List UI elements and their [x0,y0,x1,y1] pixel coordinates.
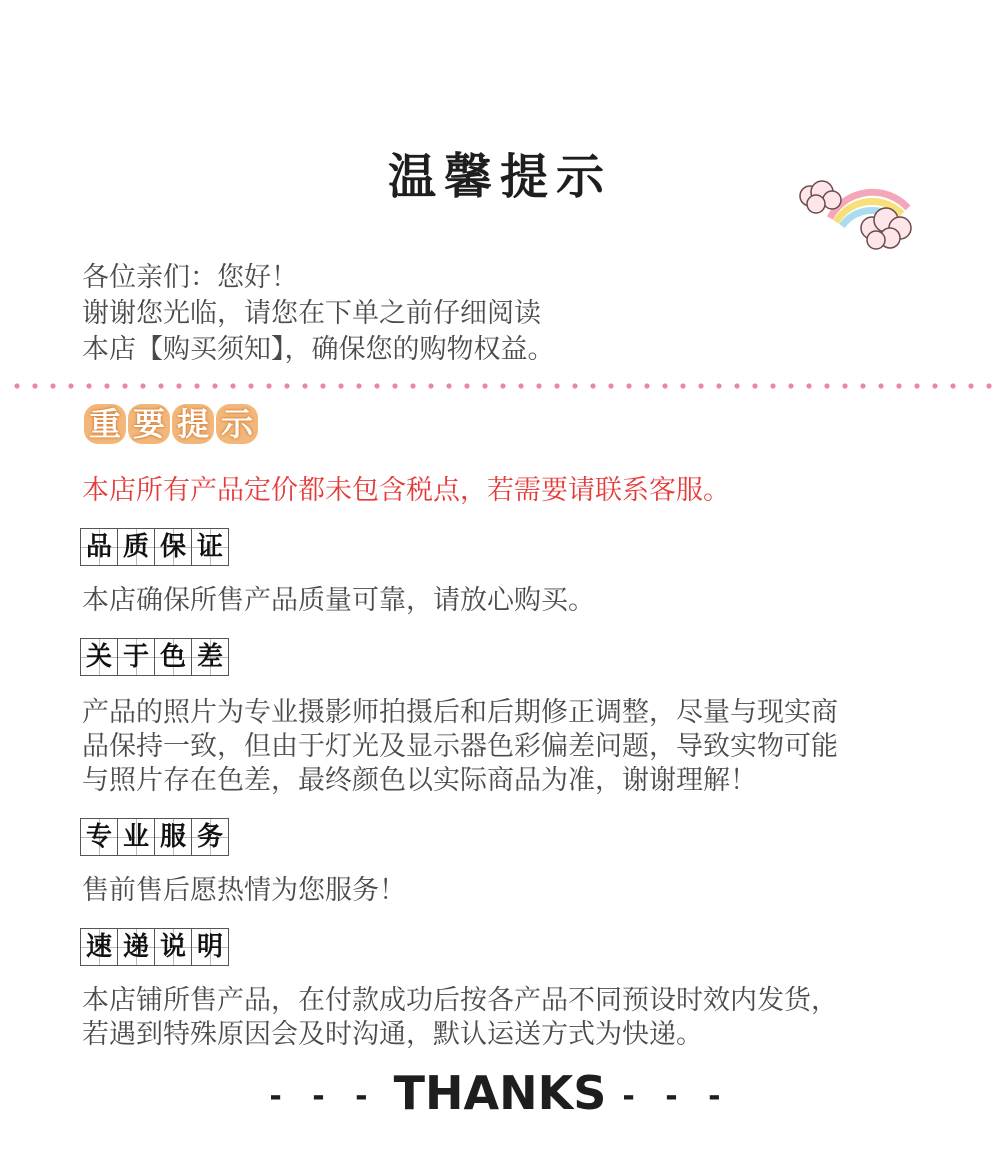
divider-dot [662,383,667,388]
divider-dot [86,383,91,388]
divider-dot [104,383,109,388]
divider-dot [122,383,127,388]
divider-dot [140,383,145,388]
divider-dot [788,383,793,388]
heading-char: 递 [118,928,155,966]
divider-dot [932,383,937,388]
divider-dot [266,383,271,388]
divider-dot [824,383,829,388]
divider-dot [284,383,289,388]
divider-dot [950,383,955,388]
divider-dot [248,383,253,388]
dotted-divider [14,383,1000,389]
heading-char: 务 [192,818,229,856]
divider-dot [914,383,919,388]
divider-dot [806,383,811,388]
heading-char: 关 [80,638,118,676]
divider-dot [590,383,595,388]
thanks-footer [0,1066,1000,1120]
divider-dot [50,383,55,388]
intro-line: 各位亲们：您好！ [82,262,298,293]
page-title: 温馨提示 [387,149,612,205]
text-line: 若遇到特殊原因会及时沟通，默认运送方式为快递。 [82,1019,703,1050]
divider-dot [518,383,523,388]
heading-char: 速 [80,928,118,966]
heading-char: 品 [80,528,118,566]
section-heading-service [80,818,229,856]
text-line: 本店确保所售产品质量可靠，请放心购买。 [82,585,595,616]
important-badge-char: 重 [84,404,126,444]
divider-dot [374,383,379,388]
divider-dot [158,383,163,388]
divider-dot [698,383,703,388]
divider-dot [32,383,37,388]
divider-dot [734,383,739,388]
divider-dot [716,383,721,388]
divider-dot [680,383,685,388]
divider-dot [896,383,901,388]
section-heading-color [80,638,229,676]
section-heading-delivery [80,928,229,966]
divider-dot [212,383,217,388]
divider-dot [356,383,361,388]
divider-dot [770,383,775,388]
divider-dot [608,383,613,388]
heading-char: 说 [155,928,192,966]
section-text-service [82,874,922,908]
divider-dot [842,383,847,388]
text-line: 产品的照片为专业摄影师拍摄后和后期修正调整，尽量与现实商 [82,697,838,728]
divider-dot [68,383,73,388]
heading-char: 证 [192,528,229,566]
divider-dot [410,383,415,388]
divider-dot [194,383,199,388]
intro-line: 本店【购买须知】，确保您的购物权益。 [82,334,555,365]
text-line: 品保持一致，但由于灯光及显示器色彩偏差问题，导致实物可能 [82,731,838,762]
divider-dot [464,383,469,388]
thanks-word: THANKS [393,1066,607,1120]
heading-char: 业 [118,818,155,856]
section-text-quality [82,584,922,618]
intro-line: 谢谢您光临，请您在下单之前仔细阅读 [82,298,541,329]
divider-dot [554,383,559,388]
divider-dot [446,383,451,388]
heading-char: 于 [118,638,155,676]
heading-char: 专 [80,818,118,856]
divider-dot [572,383,577,388]
divider-dot [230,383,235,388]
heading-char: 差 [192,638,229,676]
rainbow-cloud-icon [790,158,925,258]
divider-dot [644,383,649,388]
important-badge-char: 要 [128,404,170,444]
heading-char: 色 [155,638,192,676]
thanks-dashes-right: - - - [622,1079,731,1114]
text-line: 与照片存在色差，最终颜色以实际商品为准，谢谢理解！ [82,765,757,796]
divider-dot [500,383,505,388]
intro-text [82,260,555,368]
divider-dot [968,383,973,388]
divider-dot [752,383,757,388]
divider-dot [392,383,397,388]
divider-dot [536,383,541,388]
heading-char: 明 [192,928,229,966]
divider-dot [320,383,325,388]
tax-notice: 本店所有产品定价都未包含税点，若需要请联系客服。 [82,475,730,506]
section-text-color [82,696,922,798]
section-heading-quality [80,528,229,566]
heading-char: 保 [155,528,192,566]
text-line: 本店铺所售产品，在付款成功后按各产品不同预设时效内发货， [82,985,838,1016]
divider-dot [860,383,865,388]
divider-dot [482,383,487,388]
heading-char: 质 [118,528,155,566]
divider-dot [302,383,307,388]
divider-dot [878,383,883,388]
divider-dot [176,383,181,388]
divider-dot [986,383,991,388]
important-badge-char: 提 [172,404,214,444]
divider-dot [338,383,343,388]
section-text-delivery [82,984,922,1052]
divider-dot [14,383,19,388]
thanks-dashes-left: - - - [269,1079,378,1114]
heading-char: 服 [155,818,192,856]
divider-dot [626,383,631,388]
important-badge-char: 示 [216,404,258,444]
text-line: 售前售后愿热情为您服务！ [82,875,406,906]
divider-dot [428,383,433,388]
important-badge [84,404,260,448]
